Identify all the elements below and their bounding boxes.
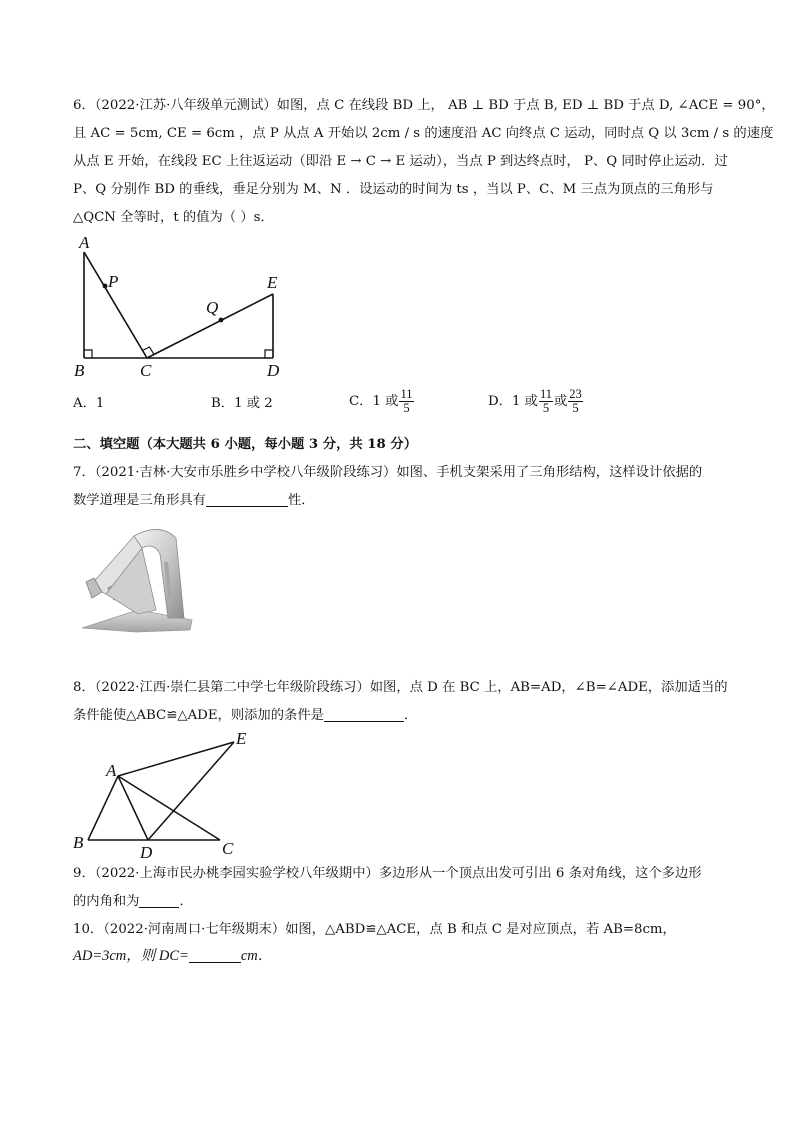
option-c-numerator: 11 [400,387,413,401]
q8-line-2-before: 条件能使△ABC≌△ADE，则添加的条件是 [73,708,324,723]
q9-line-2-before: 的内角和为 [73,894,140,909]
q6-figure [70,232,300,382]
phone-stand-image [72,518,196,638]
q7-line-2-after: 性． [287,493,315,508]
label-e: E [267,273,278,292]
option-d-numerator-2: 23 [569,387,582,401]
q6-line-2: 且 AC = 5cm, CE = 6cm ，点 P 从点 A 开始以 2cm / s 的速度沿 AC 向终点 C 运动，同时点 Q 以 3cm / s 的速度 [73,126,774,141]
label-d: D [140,843,153,862]
option-d[interactable] [488,388,584,415]
q10-line-2-after: cm． [240,948,273,964]
label-p: P [108,272,119,291]
q7-answer-blank[interactable] [206,492,288,507]
section-heading: 二、填空题（本大题共 6 小题，每小题 3 分，共 18 分） [73,437,418,452]
segment-ac [84,252,147,358]
option-a[interactable]: A．1 [73,396,105,411]
label-b: B [73,833,84,852]
q7-line-2 [73,491,315,511]
q6-line-3: 从点 E 开始，在线段 EC 上往返运动（即沿 E → C → E 运动），当点 P 到达终点时， P、Q 同时停止运动．过 [73,154,728,169]
option-c-denominator: 5 [403,401,410,415]
option-b[interactable]: B．1 或 2 [211,396,273,411]
label-e: E [236,729,247,748]
option-c[interactable] [349,388,415,415]
q8-line-1: 8．（2022·江西·崇仁县第二中学七年级阶段练习）如图，点 D 在 BC 上，AB=AD，∠B=∠ADE，添加适当的 [73,680,728,695]
q9-line-2 [73,892,193,912]
segment-de [148,742,234,840]
q10-line-2 [73,946,272,967]
q10-line-2-before: AD=3cm，则 DC= [73,948,189,964]
label-b: B [74,361,85,380]
q7-line-1: 7．（2021·吉林·大安市乐胜乡中学校八年级阶段练习）如图、手机支架采用了三角形结构，这样设计依据的 [73,465,703,480]
label-q: Q [206,298,219,317]
q10-answer-blank[interactable] [189,948,241,963]
option-d-denominator-2: 5 [572,401,579,415]
label-a: A [79,233,90,252]
right-angle-b [84,350,92,358]
point-q [219,318,224,323]
segment-ae [118,742,234,776]
q9-line-1: 9．（2022·上海市民办桃李园实验学校八年级期中）多边形从一个顶点出发可引出 6 条对角线，这个多边形 [73,866,702,881]
option-d-fraction-1 [539,388,553,415]
option-d-fraction-2 [568,388,583,415]
label-a: A [106,761,117,780]
q8-figure [70,730,270,862]
label-c: C [222,839,234,858]
point-p [103,284,108,289]
q6-line-1: 6．（2022·江苏·八年级单元测试）如图，点 C 在线段 BD 上， AB ⊥ BD 于点 B, ED ⊥ BD 于点 D, ∠ACE = 90°， [73,98,775,113]
q8-line-2 [73,706,417,726]
segment-ab [88,776,118,840]
option-d-denominator-1: 5 [542,401,550,415]
q10-line-1: 10．（2022·河南周口·七年级期末）如图，△ABD≌△ACE，点 B 和点 C 是对应顶点，若 AB=8cm， [73,922,676,937]
q7-line-2-before: 数学道理是三角形具有 [73,493,206,508]
q8-line-2-after: ． [403,708,418,723]
q9-line-2-after: ． [179,894,193,909]
label-d: D [267,361,280,380]
label-c: C [140,361,152,380]
option-d-middle: 或 [554,394,568,409]
q9-answer-blank[interactable] [139,893,179,908]
option-c-prefix: C．1 或 [349,394,399,409]
q6-line-5: △QCN 全等时，t 的值为（ ）s． [73,210,274,225]
q8-answer-blank[interactable] [324,707,404,722]
option-d-prefix: D．1 或 [488,394,538,409]
option-c-fraction [399,388,413,415]
right-angle-d [265,350,273,358]
q6-line-4: P、Q 分别作 BD 的垂线，垂足分别为 M、N ．设运动的时间为 ts ，当以 P、C、M 三点为顶点的三角形与 [73,182,714,197]
option-d-numerator-1: 11 [539,387,552,401]
